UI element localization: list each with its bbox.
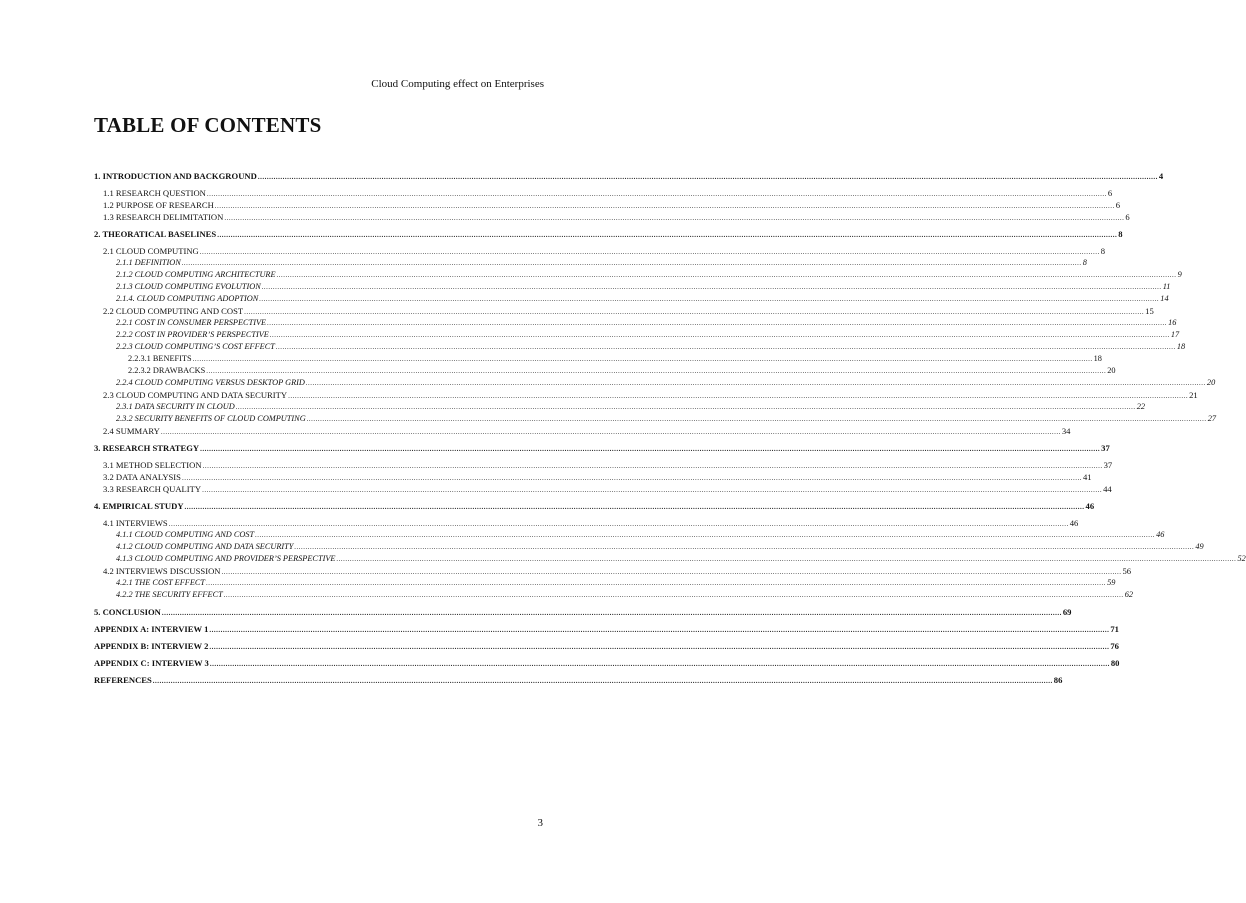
toc-entry-label: 2.3.1 DATA SECURITY IN CLOUD — [116, 402, 235, 411]
toc-leader-dots: ................................................................................................................................................................................................................................................................................................................................................................................................................ — [269, 331, 1170, 339]
toc-leader-dots: ................................................................................................................................................................................................................................................................................................................................................................................................................ — [181, 474, 1082, 482]
toc-entry[interactable] — [94, 170, 1164, 182]
toc-entry-page: 4 — [1158, 171, 1164, 181]
toc-leader-dots: ................................................................................................................................................................................................................................................................................................................................................................................................................ — [288, 392, 1189, 400]
toc-entry-page: 15 — [1145, 306, 1154, 316]
toc-entry[interactable] — [94, 329, 1180, 341]
toc-entry[interactable] — [94, 657, 1120, 669]
toc-entry-page: 80 — [1110, 658, 1120, 668]
toc-entry-page: 8 — [1118, 229, 1123, 239]
toc-entry-label: 2.4 SUMMARY — [103, 426, 160, 436]
toc-entry[interactable] — [94, 471, 1092, 483]
toc-leader-dots: ................................................................................................................................................................................................................................................................................................................................................................................................................ — [168, 520, 1069, 528]
toc-entry-label: 2. THEORATICAL BASELINES — [94, 229, 217, 239]
toc-entry-page: 59 — [1107, 578, 1116, 587]
toc-entry[interactable] — [94, 577, 1116, 589]
toc-entry[interactable] — [94, 541, 1204, 553]
toc-entry-page: 86 — [1053, 675, 1063, 685]
toc-entry-page: 62 — [1124, 590, 1134, 599]
page-number: 3 — [537, 817, 543, 829]
toc-entry[interactable] — [94, 442, 1110, 454]
toc-entry-page: 21 — [1189, 390, 1198, 400]
toc-entry-page: 6 — [1107, 188, 1113, 198]
toc-leader-dots: ................................................................................................................................................................................................................................................................................................................................................................................................................ — [209, 643, 1110, 651]
toc-entry-page: 37 — [1103, 460, 1113, 470]
toc-entry-page: 49 — [1195, 542, 1204, 551]
page-title: TABLE OF CONTENTS — [94, 113, 322, 137]
toc-entry[interactable] — [94, 500, 1095, 512]
toc-entry-label: APPENDIX B: INTERVIEW 2 — [94, 641, 209, 651]
toc-leader-dots: ................................................................................................................................................................................................................................................................................................................................................................................................................ — [306, 415, 1207, 423]
toc-entry[interactable] — [94, 211, 1130, 223]
toc-entry-label: 2.2.3.1 BENEFITS — [128, 354, 192, 363]
toc-entry[interactable] — [94, 317, 1177, 329]
toc-entry-label: 1.1 RESEARCH QUESTION — [103, 188, 206, 198]
toc-entry-page: 18 — [1176, 342, 1186, 351]
toc-leader-dots: ................................................................................................................................................................................................................................................................................................................................................................................................................ — [161, 609, 1062, 617]
toc-leader-dots: ................................................................................................................................................................................................................................................................................................................................................................................................................ — [214, 202, 1115, 210]
toc-entry-page: 41 — [1082, 472, 1092, 482]
toc-leader-dots: ................................................................................................................................................................................................................................................................................................................................................................................................................ — [255, 531, 1156, 539]
toc-entry-page: 27 — [1207, 414, 1216, 423]
toc-entry-page: 17 — [1170, 330, 1180, 339]
toc-leader-dots: ................................................................................................................................................................................................................................................................................................................................................................................................................ — [184, 503, 1085, 511]
toc-entry-label: 2.3.2 SECURITY BENEFITS OF CLOUD COMPUTING — [116, 414, 306, 423]
toc-entry[interactable] — [94, 529, 1165, 541]
toc-entry[interactable] — [94, 305, 1154, 317]
toc-leader-dots: ................................................................................................................................................................................................................................................................................................................................................................................................................ — [181, 259, 1082, 267]
toc-entry[interactable] — [94, 245, 1106, 257]
toc-entry-page: 44 — [1103, 484, 1112, 494]
toc-leader-dots: ................................................................................................................................................................................................................................................................................................................................................................................................................ — [209, 626, 1110, 634]
toc-entry[interactable] — [94, 389, 1198, 401]
toc-entry-label: 2.2.1 COST IN CONSUMER PERSPECTIVE — [116, 318, 267, 327]
toc-entry[interactable] — [94, 553, 1246, 565]
toc-entry-page: 37 — [1101, 443, 1110, 453]
toc-entry[interactable] — [94, 269, 1182, 281]
toc-entry-label: 1.2 PURPOSE OF RESEARCH — [103, 200, 214, 210]
toc-leader-dots: ................................................................................................................................................................................................................................................................................................................................................................................................................ — [209, 660, 1110, 668]
toc-entry-label: 5. CONCLUSION — [94, 607, 161, 617]
toc-entry[interactable] — [94, 517, 1079, 529]
toc-entry-label: 4.1.1 CLOUD COMPUTING AND COST — [116, 530, 255, 539]
toc-entry-label: APPENDIX A: INTERVIEW 1 — [94, 624, 209, 634]
toc-entry-label: 2.2 CLOUD COMPUTING AND COST — [103, 306, 244, 316]
toc-leader-dots: ................................................................................................................................................................................................................................................................................................................................................................................................................ — [336, 555, 1237, 563]
toc-entry-label: 3.3 RESEARCH QUALITY — [103, 484, 202, 494]
toc-entry-page: 34 — [1061, 426, 1071, 436]
toc-leader-dots: ................................................................................................................................................................................................................................................................................................................................................................................................................ — [206, 367, 1107, 375]
toc-entry-label: REFERENCES — [94, 675, 152, 685]
toc-entry-label: 2.1 CLOUD COMPUTING — [103, 246, 199, 256]
toc-entry-page: 8 — [1100, 246, 1106, 256]
toc-leader-dots: ................................................................................................................................................................................................................................................................................................................................................................................................................ — [224, 214, 1125, 222]
table-of-contents — [94, 170, 1246, 686]
toc-leader-dots: ................................................................................................................................................................................................................................................................................................................................................................................................................ — [259, 295, 1160, 303]
toc-entry[interactable] — [94, 257, 1087, 269]
toc-leader-dots: ................................................................................................................................................................................................................................................................................................................................................................................................................ — [217, 231, 1118, 239]
toc-entry-label: 1. INTRODUCTION AND BACKGROUND — [94, 171, 257, 181]
toc-leader-dots: ................................................................................................................................................................................................................................................................................................................................................................................................................ — [244, 308, 1145, 316]
toc-leader-dots: ................................................................................................................................................................................................................................................................................................................................................................................................................ — [223, 591, 1124, 599]
toc-entry[interactable] — [94, 353, 1102, 365]
toc-entry[interactable] — [94, 365, 1116, 377]
toc-entry-page: 9 — [1177, 270, 1182, 279]
toc-entry[interactable] — [94, 623, 1119, 635]
toc-entry-label: APPENDIX C: INTERVIEW 3 — [94, 658, 209, 668]
toc-leader-dots: ................................................................................................................................................................................................................................................................................................................................................................................................................ — [192, 355, 1093, 363]
toc-entry-page: 71 — [1110, 624, 1119, 634]
toc-leader-dots: ................................................................................................................................................................................................................................................................................................................................................................................................................ — [202, 486, 1103, 494]
toc-leader-dots: ................................................................................................................................................................................................................................................................................................................................................................................................................ — [221, 568, 1122, 576]
toc-entry[interactable] — [94, 281, 1171, 293]
toc-leader-dots: ................................................................................................................................................................................................................................................................................................................................................................................................................ — [235, 403, 1136, 411]
toc-entry-page: 76 — [1110, 641, 1119, 651]
toc-entry[interactable] — [94, 228, 1123, 240]
toc-entry-page: 16 — [1168, 318, 1177, 327]
toc-entry-page: 8 — [1082, 258, 1087, 267]
toc-leader-dots: ................................................................................................................................................................................................................................................................................................................................................................................................................ — [202, 462, 1103, 470]
toc-entry[interactable] — [94, 413, 1216, 425]
toc-entry-page: 20 — [1107, 366, 1116, 375]
toc-entry-label: 2.2.2 COST IN PROVIDER’S PERSPECTIVE — [116, 330, 269, 339]
toc-entry[interactable] — [94, 565, 1132, 577]
toc-entry-page: 6 — [1125, 212, 1130, 222]
toc-entry-label: 3.2 DATA ANALYSIS — [103, 472, 181, 482]
toc-entry-page: 18 — [1093, 354, 1102, 363]
toc-entry-label: 2.1.4. CLOUD COMPUTING ADOPTION — [116, 294, 259, 303]
toc-entry[interactable] — [94, 589, 1134, 601]
toc-entry[interactable] — [94, 640, 1119, 652]
toc-entry[interactable] — [94, 341, 1186, 353]
toc-leader-dots: ................................................................................................................................................................................................................................................................................................................................................................................................................ — [257, 173, 1158, 181]
toc-leader-dots: ................................................................................................................................................................................................................................................................................................................................................................................................................ — [160, 428, 1061, 436]
toc-entry-label: 2.2.4 CLOUD COMPUTING VERSUS DESKTOP GRID — [116, 378, 305, 387]
toc-entry[interactable] — [94, 199, 1121, 211]
toc-entry-label: 4.2.1 THE COST EFFECT — [116, 578, 206, 587]
toc-entry-label: 2.2.3 CLOUD COMPUTING’S COST EFFECT — [116, 342, 275, 351]
toc-leader-dots: ................................................................................................................................................................................................................................................................................................................................................................................................................ — [261, 283, 1162, 291]
toc-entry-page: 6 — [1115, 200, 1121, 210]
toc-entry[interactable] — [94, 483, 1112, 495]
toc-entry-page: 46 — [1069, 518, 1079, 528]
toc-leader-dots: ................................................................................................................................................................................................................................................................................................................................................................................................................ — [206, 190, 1107, 198]
toc-entry-label: 4.1.2 CLOUD COMPUTING AND DATA SECURITY — [116, 542, 294, 551]
toc-leader-dots: ................................................................................................................................................................................................................................................................................................................................................................................................................ — [294, 543, 1195, 551]
toc-leader-dots: ................................................................................................................................................................................................................................................................................................................................................................................................................ — [200, 445, 1101, 453]
toc-entry-page: 11 — [1162, 282, 1171, 291]
toc-entry-page: 46 — [1156, 530, 1165, 539]
toc-entry-label: 4.2 INTERVIEWS DISCUSSION — [103, 566, 221, 576]
toc-entry-label: 2.1.1 DEFINITION — [116, 258, 181, 267]
toc-entry-page: 46 — [1085, 501, 1095, 511]
toc-entry-page: 20 — [1206, 378, 1216, 387]
toc-leader-dots: ................................................................................................................................................................................................................................................................................................................................................................................................................ — [199, 248, 1100, 256]
toc-entry[interactable] — [94, 187, 1113, 199]
toc-leader-dots: ................................................................................................................................................................................................................................................................................................................................................................................................................ — [275, 343, 1176, 351]
toc-entry-label: 3. RESEARCH STRATEGY — [94, 443, 200, 453]
toc-entry[interactable] — [94, 425, 1071, 437]
toc-entry[interactable] — [94, 674, 1063, 686]
toc-entry-label: 1.3 RESEARCH DELIMITATION — [103, 212, 224, 222]
toc-entry-page: 14 — [1160, 294, 1169, 303]
toc-entry-label: 3.1 METHOD SELECTION — [103, 460, 202, 470]
toc-entry-page: 22 — [1136, 402, 1146, 411]
toc-entry[interactable] — [94, 459, 1113, 471]
running-header: Cloud Computing effect on Enterprises — [371, 78, 544, 90]
toc-leader-dots: ................................................................................................................................................................................................................................................................................................................................................................................................................ — [305, 379, 1206, 387]
toc-entry-label: 4.2.2 THE SECURITY EFFECT — [116, 590, 223, 599]
toc-entry-label: 4.1.3 CLOUD COMPUTING AND PROVIDER’S PERSPECTIVE — [116, 554, 336, 563]
toc-entry-label: 2.2.3.2 DRAWBACKS — [128, 366, 206, 375]
toc-entry-page: 52 — [1237, 554, 1246, 563]
toc-entry-label: 2.3 CLOUD COMPUTING AND DATA SECURITY — [103, 390, 288, 400]
toc-entry[interactable] — [94, 606, 1072, 618]
toc-leader-dots: ................................................................................................................................................................................................................................................................................................................................................................................................................ — [276, 271, 1177, 279]
toc-entry[interactable] — [94, 377, 1216, 389]
toc-leader-dots: ................................................................................................................................................................................................................................................................................................................................................................................................................ — [152, 677, 1053, 685]
toc-entry[interactable] — [94, 401, 1146, 413]
toc-leader-dots: ................................................................................................................................................................................................................................................................................................................................................................................................................ — [206, 579, 1107, 587]
toc-leader-dots: ................................................................................................................................................................................................................................................................................................................................................................................................................ — [267, 319, 1168, 327]
toc-entry-label: 4. EMPIRICAL STUDY — [94, 501, 184, 511]
toc-entry-label: 4.1 INTERVIEWS — [103, 518, 168, 528]
toc-entry-label: 2.1.2 CLOUD COMPUTING ARCHITECTURE — [116, 270, 276, 279]
toc-entry-label: 2.1.3 CLOUD COMPUTING EVOLUTION — [116, 282, 261, 291]
toc-entry-page: 69 — [1062, 607, 1072, 617]
toc-entry[interactable] — [94, 293, 1169, 305]
toc-entry-page: 56 — [1122, 566, 1132, 576]
